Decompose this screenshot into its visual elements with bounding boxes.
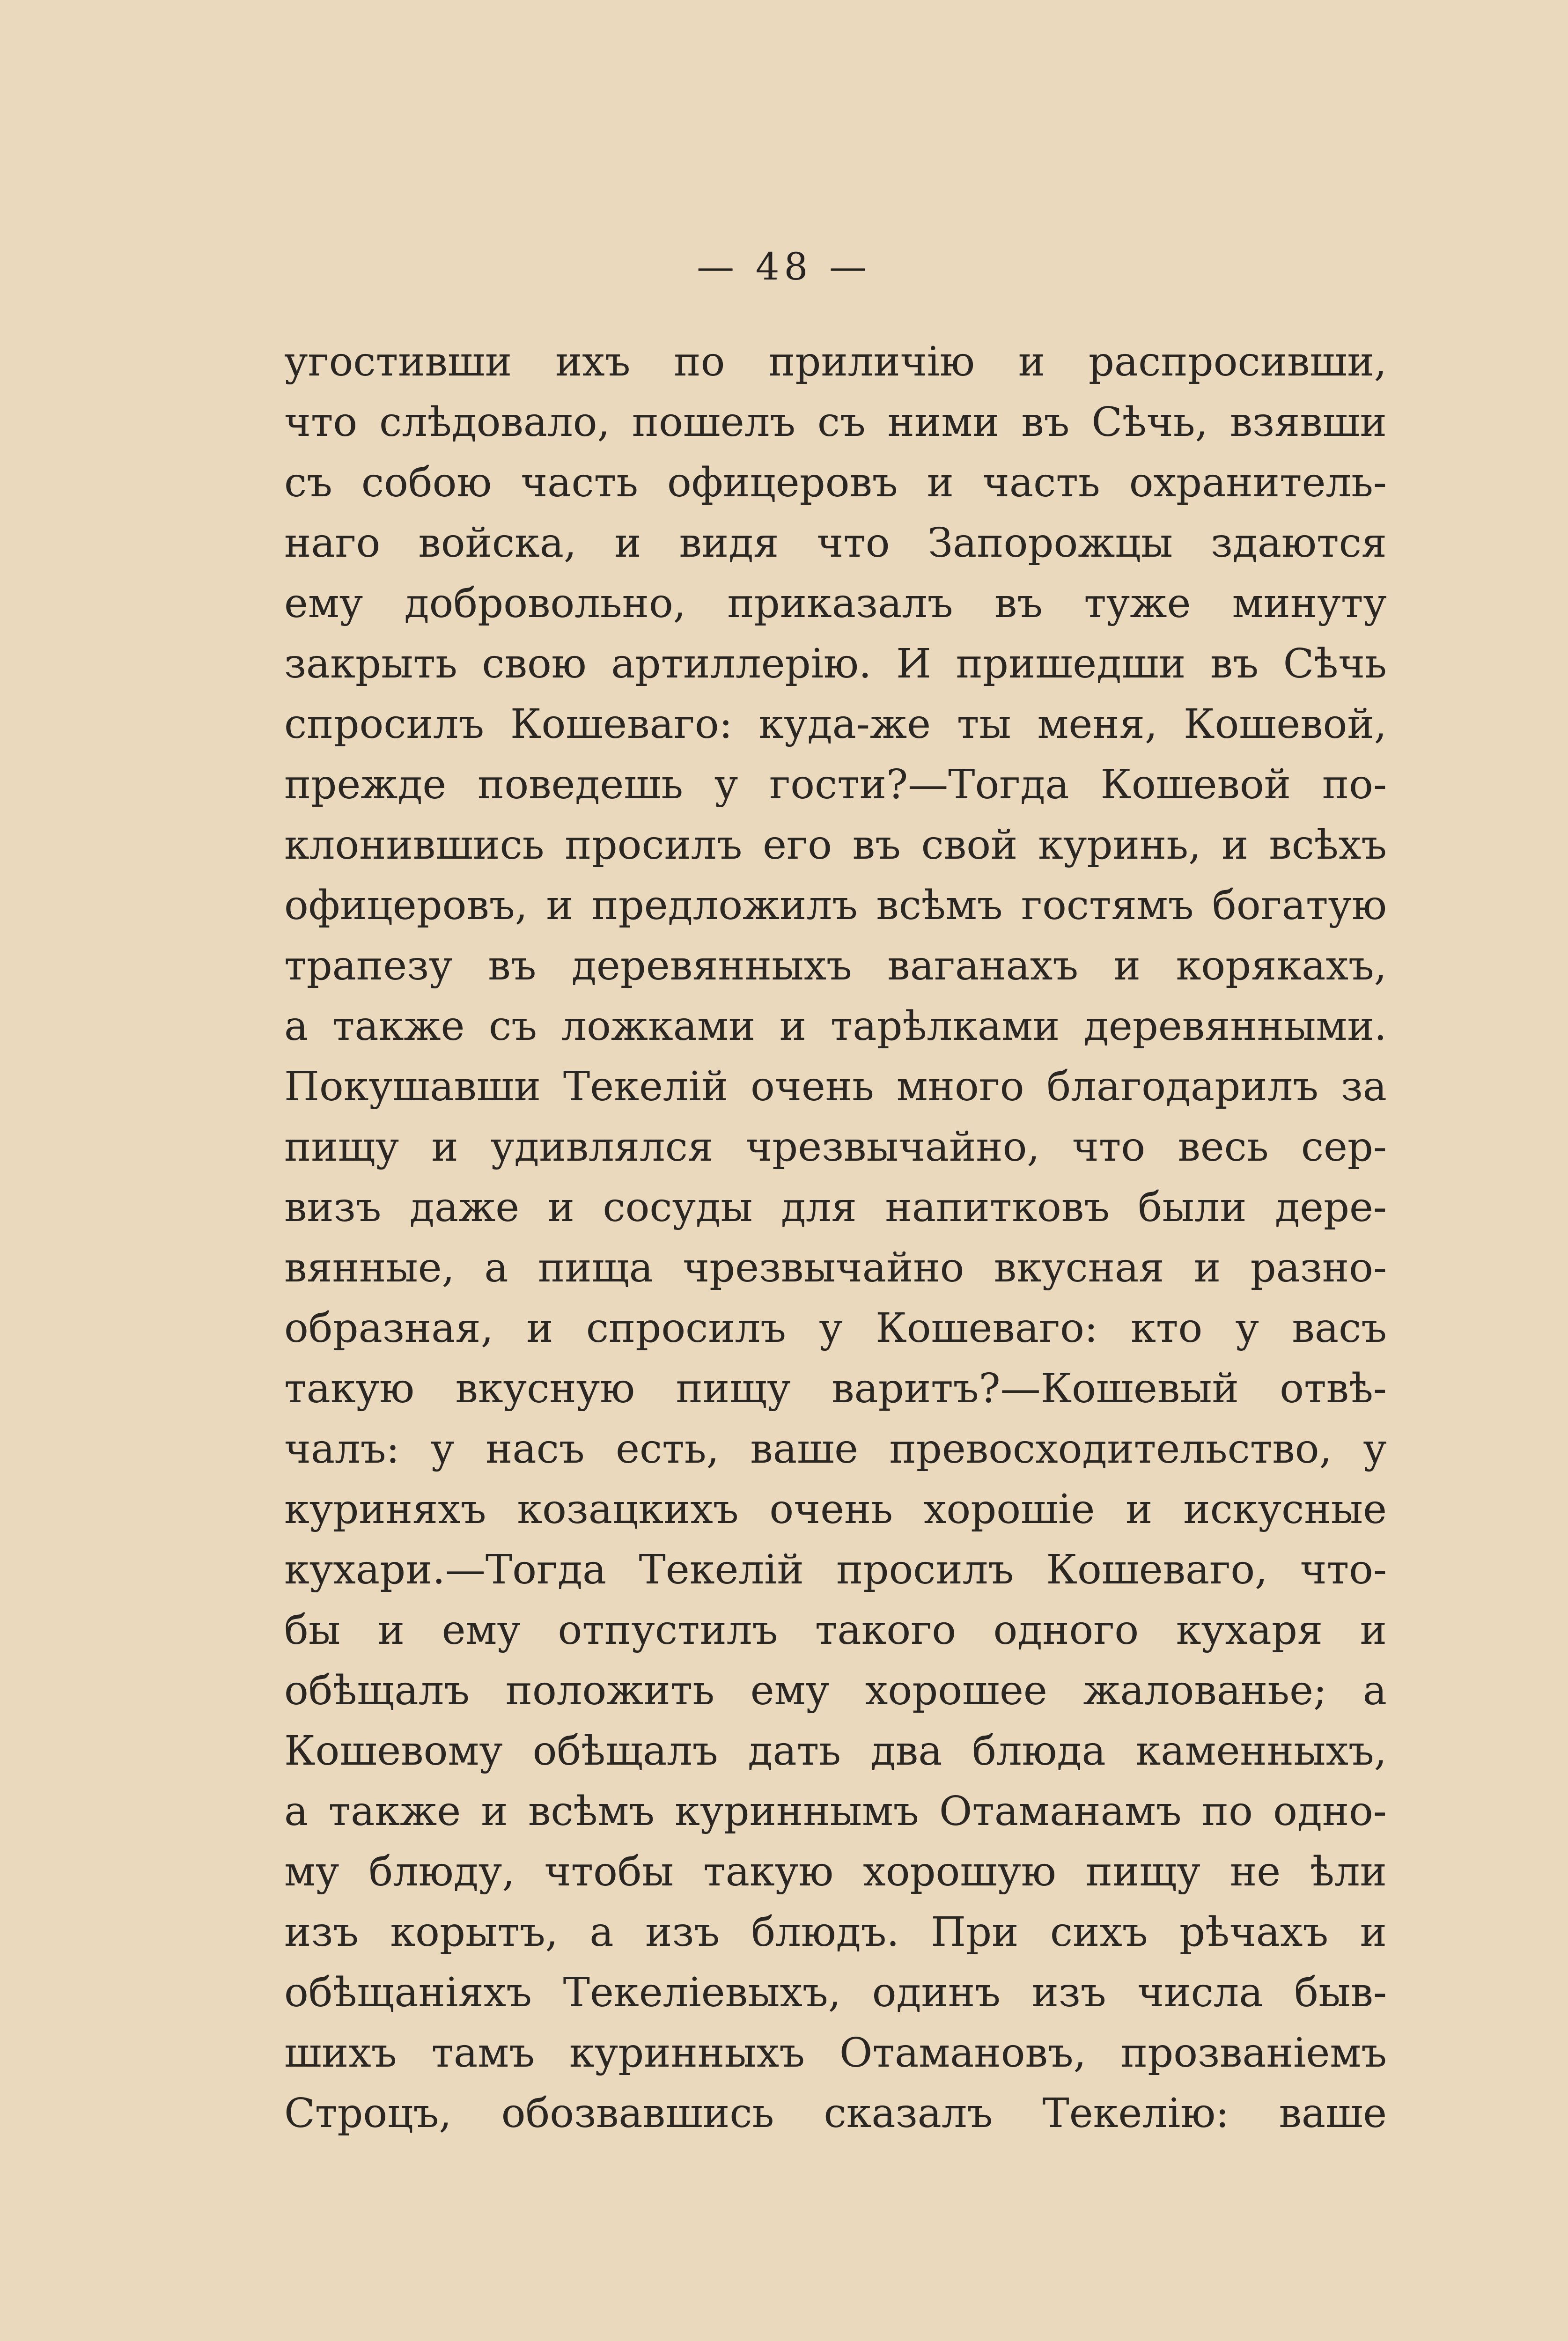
text-line: закрыть свою артиллерію. И пришедши въ Сѣчь (284, 640, 1387, 687)
text-line: бы и ему отпустилъ такого одного кухаря и (284, 1607, 1387, 1654)
text-line: офицеровъ, и предложилъ всѣмъ гостямъ богатую (284, 882, 1387, 929)
text-line: Строцъ, обозвавшись сказалъ Текелію: ваше (284, 2090, 1387, 2137)
text-line: чалъ: у насъ есть, ваше превосходительство, у (284, 1426, 1387, 1472)
text-line: куриняхъ козацкихъ очень хорошіе и искусные (284, 1486, 1387, 1533)
text-line: ему добровольно, приказалъ въ туже минуту (284, 580, 1387, 627)
text-line: прежде поведешь у гости?—Тогда Кошевой по- (284, 761, 1387, 808)
text-line: вянные, а пища чрезвычайно вкусная и разно- (284, 1244, 1387, 1291)
body-text (284, 332, 1387, 2144)
text-line: му блюду, чтобы такую хорошую пищу не ѣли (284, 1848, 1387, 1895)
text-line: обѣщаніяхъ Текеліевыхъ, одинъ изъ числа быв- (284, 1969, 1387, 2016)
text-line: такую вкусную пищу варитъ?—Кошевый отвѣ- (284, 1365, 1387, 1412)
text-line: изъ корытъ, а изъ блюдъ. При сихъ рѣчахъ и (284, 1909, 1387, 1956)
text-line: что слѣдовало, пошелъ съ ними въ Сѣчь, взявши (284, 399, 1387, 446)
text-line: образная, и спросилъ у Кошеваго: кто у васъ (284, 1305, 1387, 1352)
text-line: съ собою часть офицеровъ и часть охранитель- (284, 459, 1387, 506)
text-line: а также и всѣмъ куриннымъ Отаманамъ по одно- (284, 1788, 1387, 1835)
text-line: а также съ ложками и тарѣлками деревянными. (284, 1003, 1387, 1050)
text-line: угостивши ихъ по приличію и распросивши, (284, 339, 1387, 385)
text-line: Покушавши Текелій очень много благодарилъ за (284, 1063, 1387, 1110)
text-line: визъ даже и сосуды для напитковъ были дере- (284, 1184, 1387, 1231)
text-line: шихъ тамъ куринныхъ Отамановъ, прозваніемъ (284, 2030, 1387, 2076)
text-line: кухари.—Тогда Текелій просилъ Кошеваго, что- (284, 1546, 1387, 1593)
text-line: спросилъ Кошеваго: куда-же ты меня, Кошевой, (284, 701, 1387, 748)
page-number: — 48 — (697, 245, 871, 288)
text-line: пищу и удивлялся чрезвычайно, что весь сер- (284, 1124, 1387, 1170)
text-line: Кошевому обѣщалъ дать два блюда каменныхъ, (284, 1728, 1387, 1774)
text-line: наго войска, и видя что Запорожцы здаются (284, 520, 1387, 567)
text-line: трапезу въ деревянныхъ ваганахъ и корякахъ, (284, 942, 1387, 989)
text-line: обѣщалъ положить ему хорошее жалованье; а (284, 1667, 1387, 1714)
text-line: клонившись просилъ его въ свой куринь, и всѣхъ (284, 822, 1387, 869)
